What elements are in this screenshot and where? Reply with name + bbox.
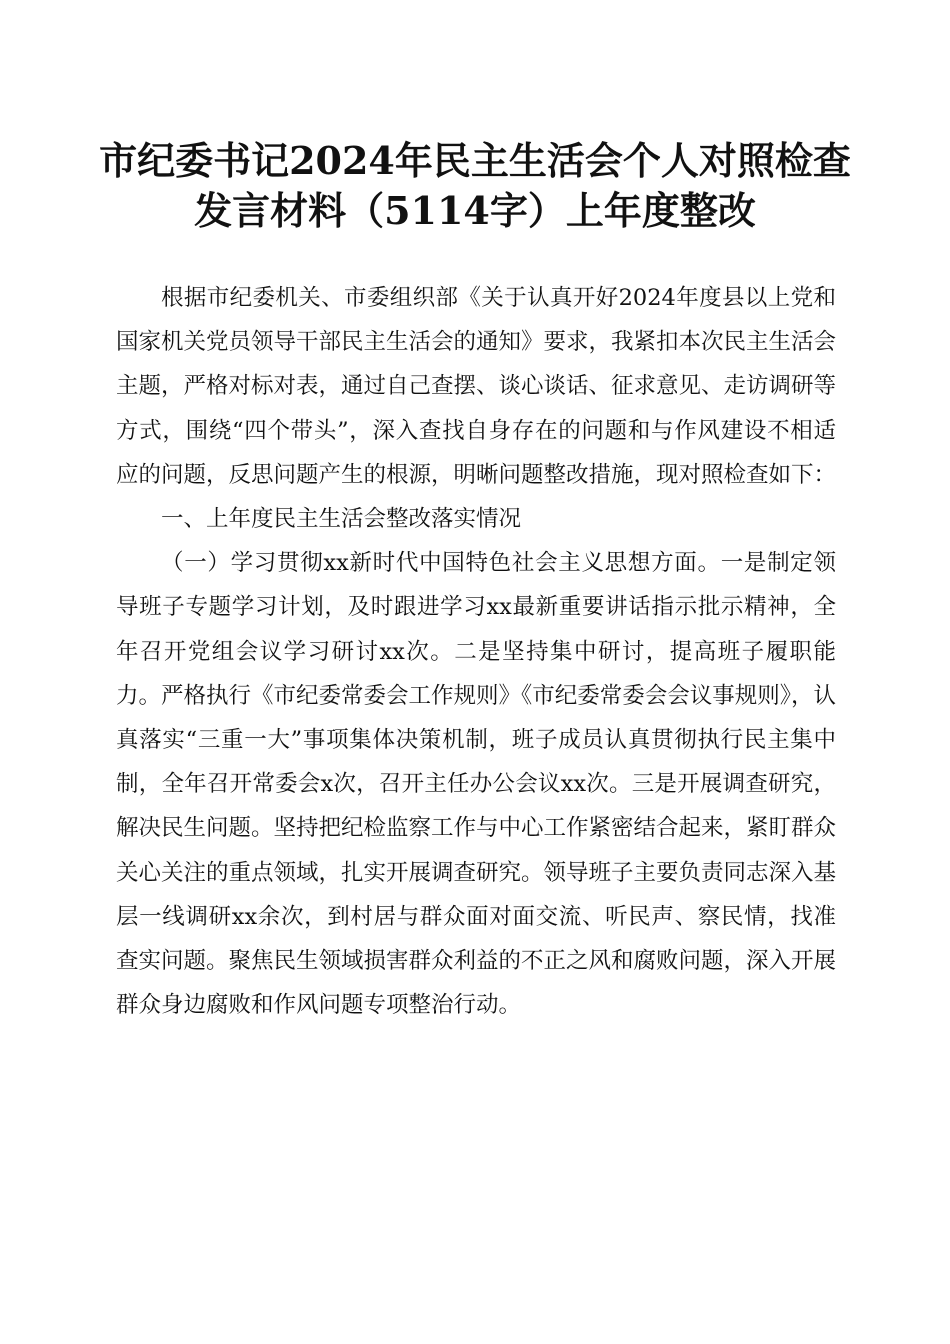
title-line-1: 市纪委书记2024年民主生活会个人对照检查 <box>99 138 851 183</box>
section-heading-1: 一、上年度民主生活会整改落实情况 <box>161 506 522 533</box>
document-title <box>90 136 860 236</box>
paragraph-lead: （一）学习贯彻xx新时代中国特色社会主义思想方面。 <box>161 550 721 577</box>
paragraph-body: 一是制定领导班子专题学习计划，及时跟进学习xx最新重要讲话指示批示精神，全年召开党组会议学习研讨xx次。二是坚持集中研讨，提高班子履职能力。严格执行《市纪委常委会工作规则》《市纪委常委会会议事规则》，认真落实“三重一大”事项集体决策机制，班子成员认真贯彻执行民主集中制，全年召开常委会x次，召开主任办公会议xx次。三是开展调查研究，解决民生问题。坚持把纪检监察工作与中心工作紧密结合起来，紧盯群众关心关注的重点领域，扎实开展调查研究。领导班子主要负责同志深入基层一线调研xx余次，到村居与群众面对面交流、听民声、察民情，找准查实问题。聚焦民生领域损害群众利益的不正之风和腐败问题，深入开展群众身边腐败和作风问题专项整治行动。 <box>116 550 837 1019</box>
document-body <box>116 276 836 1027</box>
section-1-paragraph-1 <box>116 541 836 1027</box>
intro-paragraph: 根据市纪委机关、市委组织部《关于认真开好2024年度县以上党和国家机关党员领导干部民主生活会的通知》要求，我紧扣本次民主生活会主题，严格对标对表，通过自己查摆、谈心谈话、征求意见、走访调研等方式，围绕“四个带头”，深入查找自身存在的问题和与作风建设不相适应的问题，反思问题产生的根源，明晰问题整改措施，现对照检查如下： <box>116 285 837 488</box>
title-line-2: 发言材料（5114字）上年度整改 <box>194 188 756 233</box>
